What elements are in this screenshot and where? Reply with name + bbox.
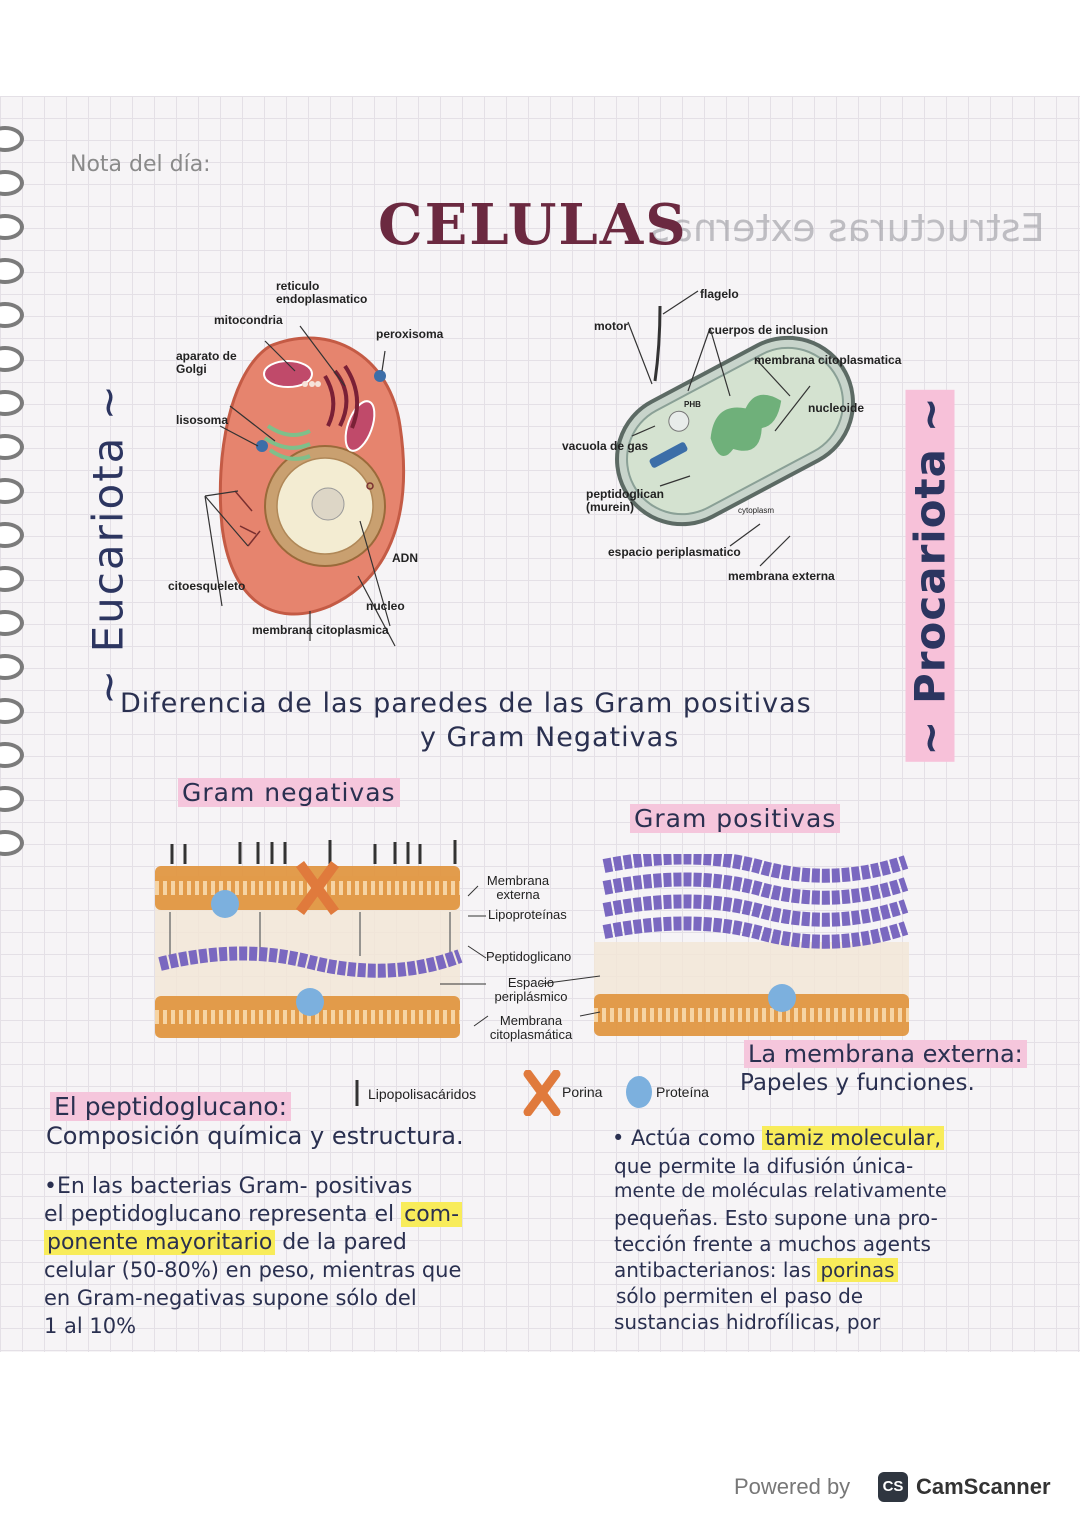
note-date-label: Nota del día: xyxy=(70,152,211,177)
procariota-side-label xyxy=(890,366,970,786)
label-cuerpos-inclusion: cuerpos de inclusion xyxy=(708,323,829,337)
spiral-ring xyxy=(0,126,24,152)
procariota-text: ~ Procariota ~ xyxy=(906,390,955,762)
label-membrana-citoplasmica: membrana citoplasmica xyxy=(252,623,389,637)
right-notes-line-1b: tamiz molecular, xyxy=(762,1126,944,1150)
legend-porina-label: Porina xyxy=(562,1084,603,1100)
peroxisome-shape xyxy=(374,370,386,382)
label-peroxisoma: peroxisoma xyxy=(376,327,444,341)
label-wall-peptidoglicano: Peptidoglicano xyxy=(486,949,572,964)
label-wall-lipoproteinas: Lipoproteínas xyxy=(488,907,567,922)
spiral-ring xyxy=(0,522,24,548)
spiral-ring xyxy=(0,698,24,724)
spiral-ring xyxy=(0,786,24,812)
left-notes-line-4: celular (50-80%) en peso, mientras que xyxy=(44,1258,462,1282)
left-notes-line-3 xyxy=(44,1230,407,1255)
label-vacuola-gas: vacuola de gas xyxy=(562,439,649,453)
label-espacio-periplasmatico: espacio periplasmatico xyxy=(608,545,741,559)
camscanner-brand-name: CamScanner xyxy=(916,1474,1051,1499)
pos-peptidoglycan-layer xyxy=(604,879,906,897)
right-notes-line-4: pequeñas. Esto supone una pro- xyxy=(614,1206,938,1230)
right-notes-line-6 xyxy=(614,1258,898,1282)
left-notes-line-2a: el peptidoglucano representa el xyxy=(44,1202,402,1227)
gram-positivas-title: Gram positivas xyxy=(630,804,840,833)
spiral-ring xyxy=(0,214,24,240)
right-notes-line-5: tección frente a muchos agents xyxy=(614,1232,931,1256)
vesicle-shape xyxy=(302,381,308,387)
pos-inner-protein xyxy=(768,984,796,1012)
spiral-ring xyxy=(0,434,24,460)
spiral-ring xyxy=(0,390,24,416)
spiral-ring xyxy=(0,302,24,328)
diferencia-line-2: y Gram Negativas xyxy=(420,722,680,753)
title-mirror-text: Estructuras externas xyxy=(650,206,1045,250)
spiral-ring xyxy=(0,258,24,284)
vesicle-shape xyxy=(309,381,315,387)
spiral-ring xyxy=(0,610,24,636)
label-motor: motor xyxy=(594,319,628,333)
right-notes-line-3: mente de moléculas relativamente xyxy=(614,1180,947,1202)
spiral-ring xyxy=(0,830,24,856)
diferencia-line-1: Diferencia de las paredes de las Gram positivas xyxy=(120,688,812,719)
pos-peptidoglycan-layer xyxy=(604,857,906,875)
gram-negative-wall-diagram xyxy=(150,836,470,1056)
label-cytoplasm: cytoplasm xyxy=(738,506,775,515)
label-nucleo: nucleo xyxy=(366,599,405,613)
membrana-externa-heading-text: La membrana externa: xyxy=(744,1040,1027,1068)
peptidoglucano-heading-text: El peptidoglucano: xyxy=(50,1092,291,1121)
right-notes-line-1 xyxy=(612,1126,944,1150)
spiral-ring xyxy=(0,346,24,372)
nucleolus-shape xyxy=(312,488,344,520)
vesicle-shape xyxy=(315,381,321,387)
label-phb: PHB xyxy=(684,400,701,409)
porin-legend-icon xyxy=(522,1070,562,1116)
label-flagelo: flagelo xyxy=(700,287,739,301)
right-notes-heading-2: Papeles y funciones. xyxy=(740,1070,975,1096)
left-notes-line-5: en Gram-negativas supone sólo del xyxy=(44,1286,417,1310)
label-lisosoma: lisosoma xyxy=(176,413,229,427)
label-peptidoglican: peptidoglican (murein) xyxy=(586,487,664,514)
spiral-ring xyxy=(0,742,24,768)
lps-chains xyxy=(172,840,455,864)
right-notes-line-6b: porinas xyxy=(817,1258,897,1282)
spiral-ring xyxy=(0,654,24,680)
left-notes-sub: Composición química y estructura. xyxy=(46,1122,464,1150)
protein-legend-icon xyxy=(624,1074,654,1110)
gram-negativas-title: Gram negativas xyxy=(178,778,400,807)
page-title: CELULAS xyxy=(378,192,688,258)
scan-margin-top xyxy=(0,0,1080,96)
neg-inner-protein xyxy=(296,988,324,1016)
right-notes-heading-1 xyxy=(744,1040,1027,1068)
pos-peptidoglycan-layer xyxy=(604,923,906,941)
label-membrana-citoplasmatica: membrana citoplasmatica xyxy=(754,353,902,367)
eucariota-side-label xyxy=(68,364,148,724)
lps-legend-icon xyxy=(352,1080,362,1106)
left-notes-line-2 xyxy=(44,1202,462,1227)
label-citoesqueleto: citoesqueleto xyxy=(168,579,246,593)
scan-margin-bottom xyxy=(0,1352,1080,1528)
label-adn: ADN xyxy=(392,551,418,565)
label-nucleoide: nucleoide xyxy=(808,401,865,415)
label-golgi: aparato de Golgi xyxy=(176,349,237,376)
right-notes-line-6a: antibacterianos: las xyxy=(614,1258,818,1282)
powered-by-text: Powered by xyxy=(734,1474,851,1499)
right-notes-line-1a: • Actúa como xyxy=(612,1126,763,1150)
label-wall-membrana-citoplasmatica: Membrana citoplasmática xyxy=(489,1013,573,1042)
neg-outer-protein xyxy=(211,890,239,918)
notebook-page xyxy=(0,96,1080,1352)
label-wall-membrana-externa: Membrana externa xyxy=(486,873,550,902)
label-membrana-externa: membrana externa xyxy=(728,569,835,583)
flagellum-shape xyxy=(655,306,660,381)
right-notes-line-2: que permite la difusión única- xyxy=(614,1154,914,1178)
camscanner-logo-icon: CS xyxy=(878,1472,908,1502)
spiral-ring xyxy=(0,170,24,196)
legend-lps-label: Lipopolisacáridos xyxy=(368,1086,477,1102)
left-notes-line-1: •En las bacterias Gram- positivas xyxy=(44,1174,413,1199)
left-notes-line-2b: com- xyxy=(401,1202,462,1227)
label-reticulo: reticulo endoplasmatico xyxy=(276,279,368,306)
legend-proteina-label: Proteína xyxy=(656,1084,709,1100)
left-notes-line-6: 1 al 10% xyxy=(44,1314,137,1338)
left-notes-heading xyxy=(50,1092,291,1121)
pos-peptidoglycan-layer xyxy=(604,901,906,919)
spiral-ring xyxy=(0,566,24,592)
right-notes-line-8: sustancias hidrofílicas, por xyxy=(614,1310,881,1334)
spiral-ring xyxy=(0,478,24,504)
eucariota-text: ~ Eucariota ~ xyxy=(83,383,133,705)
label-mitocondria: mitocondria xyxy=(214,313,283,327)
label-wall-espacio: Espacio periplásmico xyxy=(494,975,568,1004)
left-notes-line-3a: ponente mayoritario xyxy=(44,1230,275,1255)
gram-positive-wall-diagram xyxy=(594,854,914,1054)
right-notes-line-7: sólo permiten el paso de xyxy=(616,1284,864,1308)
left-notes-line-3b: de la pared xyxy=(275,1230,407,1255)
